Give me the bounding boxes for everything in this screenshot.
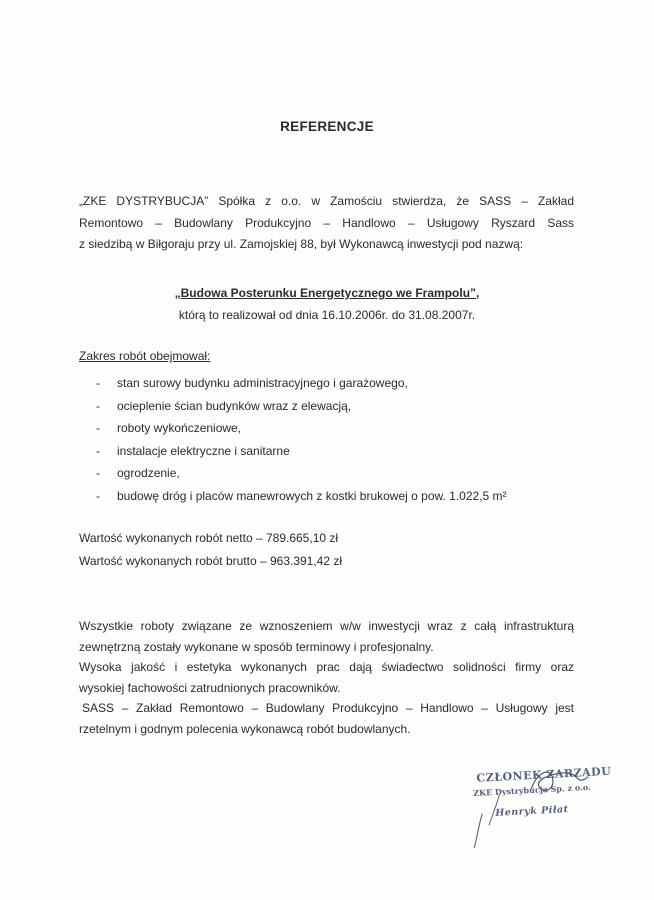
closing-paragraph (79, 616, 574, 739)
stamp-company: ZKE Dystrybucja Sp. z o.o. (473, 781, 592, 798)
document-title: REFERENCJE (280, 119, 374, 134)
investment-name: „Budowa Posterunku Energetycznego we Frampolu”, (174, 286, 480, 300)
dash: - (96, 488, 100, 503)
closing-line: zewnętrzną zostały wykonane w sposób terminowy i profesjonalny. (79, 639, 434, 654)
scope-item-text: ogrodzenie, (117, 466, 180, 480)
scope-item-text: instalacje elektryczne i sanitarne (117, 443, 290, 458)
scope-item-text: budowę dróg i placów manewrowych z kostki brukowej o pow. 1.022,5 m² (117, 488, 507, 503)
signature-stamp (468, 756, 632, 854)
value-gross: Wartość wykonanych robót brutto – 963.391,42 zł (79, 553, 343, 568)
investment-block (0, 282, 654, 326)
intro-paragraph (79, 191, 574, 256)
scope-item-text: stan surowy budynku administracyjnego i garażowego, (117, 376, 408, 390)
intro-line: z siedzibą w Biłgoraju przy ul. Zamojskiej 88, był Wykonawcą inwestycji pod nazwą: (79, 237, 524, 251)
intro-line: Remontowo – Budowlany Produkcyjno – Handlowo – Usługowy Ryszard Sass (79, 215, 574, 230)
dash: - (96, 398, 100, 413)
scope-item-text: roboty wykończeniowe, (117, 421, 242, 435)
closing-line: Wszystkie roboty związane ze wznoszeniem w/w inwestycji wraz z całą infrastrukturą (79, 619, 574, 633)
scope-list (96, 372, 507, 507)
intro-line: „ZKE DYSTRYBUCJA” Spółka z o.o. w Zamościu stwierdza, że SASS – Zakład (79, 194, 574, 208)
list-item (96, 395, 507, 418)
signature-scribble (468, 756, 632, 854)
closing-line: Wysoka jakość i estetyka wykonanych prac dają świadectwo solidności firmy oraz (79, 660, 574, 674)
closing-line: rzetelnym i godnym polecenia wykonawcą robót budowlanych. (79, 721, 411, 736)
investment-period: którą to realizował od dnia 16.10.2006r. do 31.08.2007r. (178, 308, 476, 322)
dash: - (96, 466, 100, 480)
closing-line: SASS – Zakład Remontowo – Budowlany Produkcyjno – Handlowo – Usługowy jest (82, 701, 574, 715)
list-item (96, 462, 507, 485)
value-net: Wartość wykonanych robót netto – 789.665,10 zł (79, 531, 339, 545)
scope-item-text: ocieplenie ścian budynków wraz z elewacją, (117, 398, 352, 413)
list-item (96, 440, 507, 463)
scope-header: Zakres robót obejmował: (79, 349, 211, 363)
closing-line: wysokiej fachowości zatrudnionych pracowników. (79, 680, 341, 695)
list-item (96, 485, 507, 508)
dash: - (96, 421, 100, 435)
dash: - (96, 376, 100, 390)
list-item (96, 372, 507, 395)
values-block (79, 527, 342, 572)
dash: - (96, 443, 100, 458)
stamp-title: CZŁONEK ZARZĄDU (476, 764, 612, 785)
list-item (96, 417, 507, 440)
stamp-name: Henryk Piłat (495, 804, 569, 819)
